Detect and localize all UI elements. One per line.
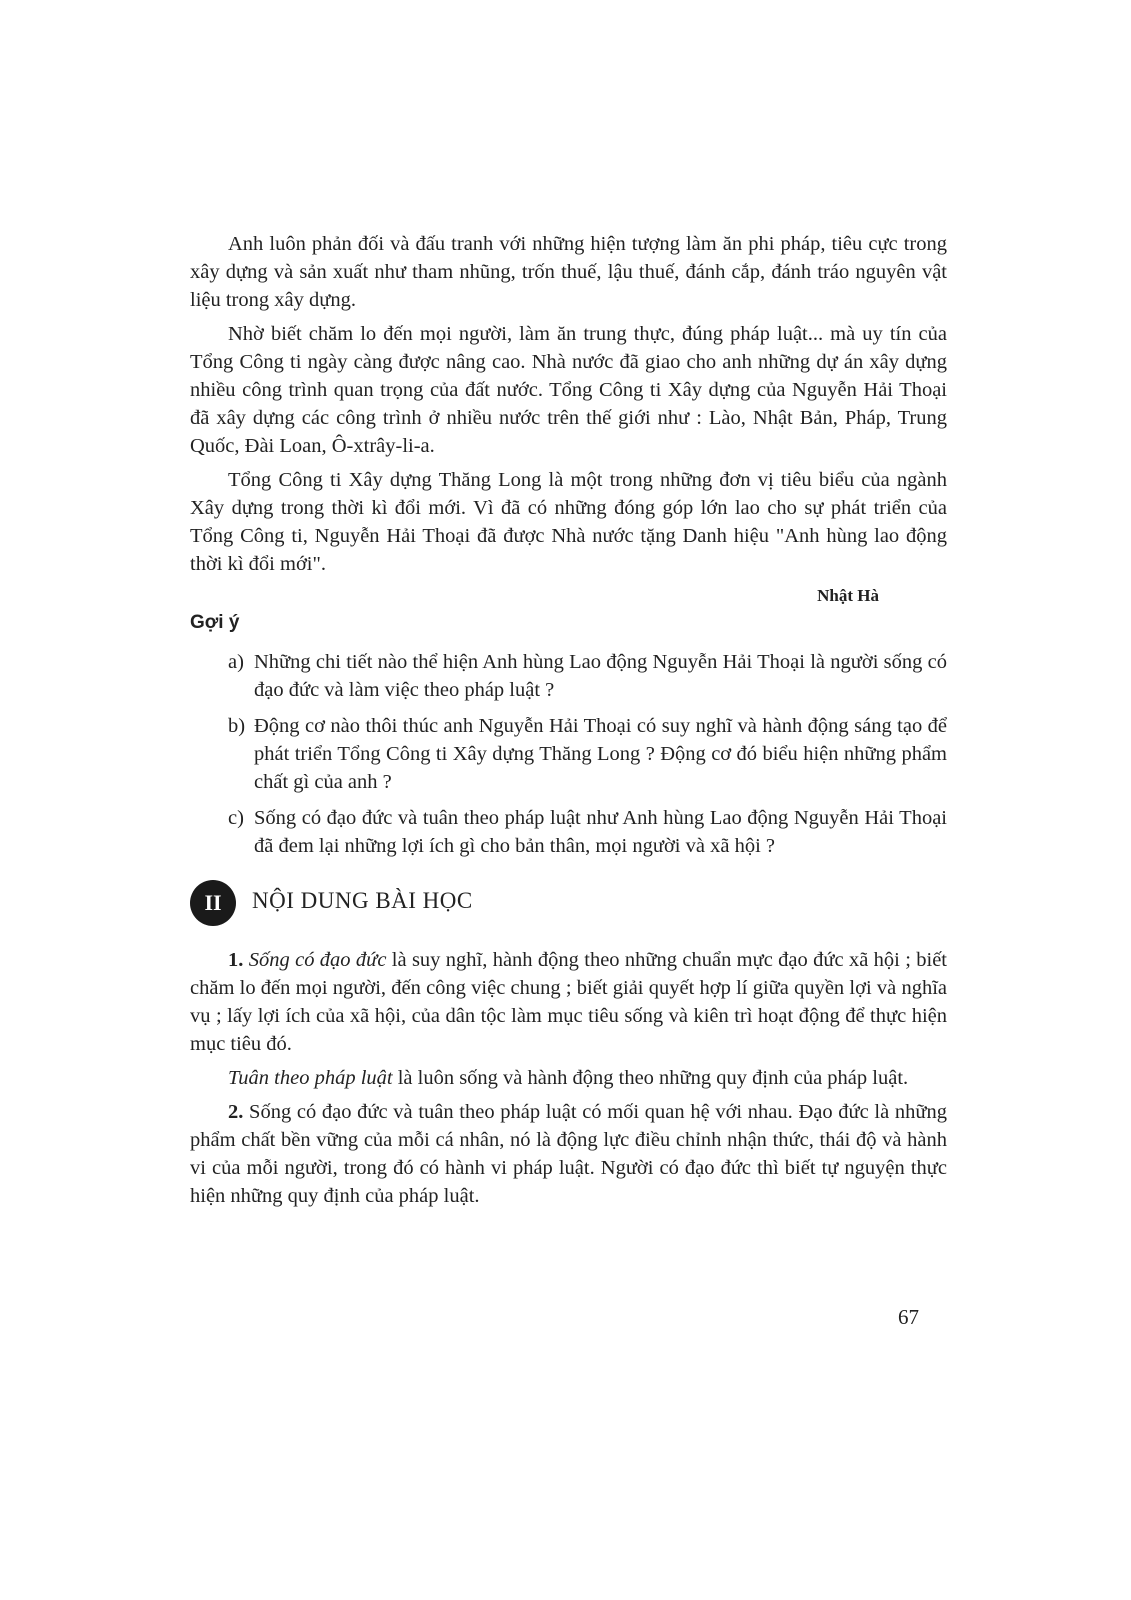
definition-text: là luôn sống và hành động theo những quy định của pháp luật.	[392, 1067, 909, 1089]
content-item-1	[190, 946, 947, 1058]
section-number-badge: II	[190, 880, 236, 926]
paragraph-1: Anh luôn phản đối và đấu tranh với những hiện tượng làm ăn phi pháp, tiêu cực trong xây dựng và sản xuất như tham nhũng, trốn thuế, lậu thuế, đánh cắp, đánh tráo nguyên vật liệu trong xây dựng.	[190, 233, 947, 311]
definition-text: là suy nghĩ, hành động theo những chuẩn mực đạo đức xã hội ; biết chăm lo đến mọi người, đến công việc chung ; biết giải quyết hợp lí giữa quyền lợi và nghĩa vụ ; lấy lợi ích của xã hội, của dân tộc làm mục tiêu sống và kiên trì hoạt động để thực hiện mục tiêu đó.	[190, 949, 947, 1055]
item-number: 2.	[228, 1101, 244, 1123]
paragraph-2: Nhờ biết chăm lo đến mọi người, làm ăn trung thực, đúng pháp luật... mà uy tín của Tổng Công ti ngày càng được nâng cao. Nhà nước đã giao cho anh những dự án xây dựng nhiều công trình quan trọng của đất nước. Tổng Công ti Xây dựng của Nguyễn Hải Thoại đã xây dựng các công trình ở nhiều nước trên thế giới như : Lào, Nhật Bản, Pháp, Trung Quốc, Đài Loan, Ô-xtrây-li-a.	[190, 323, 947, 457]
term-tuan-theo-phap-luat: Tuân theo pháp luật	[228, 1067, 393, 1089]
suggestions-heading: Gợi ý	[190, 612, 240, 633]
paragraph-3: Tổng Công ti Xây dựng Thăng Long là một trong những đơn vị tiêu biểu của ngành Xây dựng trong thời kì đổi mới. Vì đã có những đóng góp lớn lao cho sự phát triển của Tổng Công ti, Nguyễn Hải Thoại đã được Nhà nước tặng Danh hiệu "Anh hùng lao động thời kì đổi mới".	[190, 469, 947, 575]
question-label: c)	[228, 807, 244, 829]
content-item-2	[190, 1098, 947, 1210]
question-a	[190, 648, 947, 704]
question-label: a)	[228, 651, 244, 673]
author-name: Nhật Hà	[817, 586, 879, 605]
section-title: NỘI DUNG BÀI HỌC	[252, 888, 473, 913]
page-content	[190, 230, 947, 1216]
content-item-1b	[190, 1064, 947, 1092]
section-header	[190, 880, 947, 936]
question-label: b)	[228, 715, 246, 737]
question-b	[190, 712, 947, 796]
question-c	[190, 804, 947, 860]
page-number: 67	[898, 1305, 919, 1329]
question-text: Sống có đạo đức và tuân theo pháp luật như Anh hùng Lao động Nguyễn Hải Thoại đã đem lại những lợi ích gì cho bản thân, mọi người và xã hội ?	[254, 807, 947, 857]
term-song-co-dao-duc: Sống có đạo đức	[248, 949, 387, 971]
question-text: Những chi tiết nào thể hiện Anh hùng Lao động Nguyễn Hải Thoại là người sống có đạo đức và làm việc theo pháp luật ?	[254, 651, 947, 701]
content-text: Sống có đạo đức và tuân theo pháp luật có mối quan hệ với nhau. Đạo đức là những phẩm chất bền vững của mỗi cá nhân, nó là động lực điều chỉnh nhận thức, thái độ và hành vi của mỗi người, trong đó có hành vi pháp luật. Người có đạo đức thì biết tự nguyện thực hiện những quy định của pháp luật.	[190, 1101, 947, 1207]
item-number: 1.	[228, 949, 244, 971]
question-text: Động cơ nào thôi thúc anh Nguyễn Hải Thoại có suy nghĩ và hành động sáng tạo để phát triển Tổng Công ti Xây dựng Thăng Long ? Động cơ đó biểu hiện những phẩm chất gì của anh ?	[254, 715, 947, 793]
